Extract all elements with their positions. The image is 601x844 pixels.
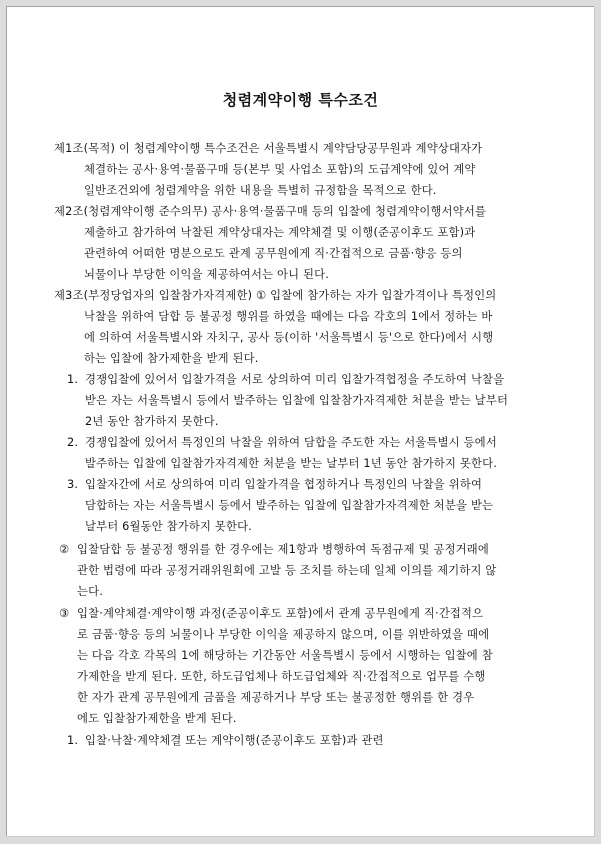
article-2-line: 제출하고 참가하여 낙찰된 계약상대자는 계약체결 및 이행(준공이후도 포함)과 bbox=[84, 226, 476, 239]
paragraph-line: 가제한을 받게 된다. 또한, 하도급업체나 하도급업체와 직·간접적으로 업무를 수행 bbox=[77, 670, 486, 683]
list-item-line: 경쟁입찰에 있어서 입찰가격을 서로 상의하여 미리 입찰가격협정을 주도하여 낙찰을 bbox=[85, 373, 505, 386]
paragraph-number: ② bbox=[59, 543, 70, 556]
list-item-number: 2. bbox=[67, 436, 79, 449]
article-3-line: 낙찰을 위하여 담합 등 불공정 행위를 하였을 때에는 다음 각호의 1에서 정하는 바 bbox=[84, 310, 493, 323]
paragraph-line: 관한 법령에 따라 공정거래위원회에 고발 등 조치를 하는데 일체 이의를 제기하지 않 bbox=[77, 564, 497, 577]
paragraph-line: 입찰·계약체결·계약이행 과정(준공이후도 포함)에서 관계 공무원에게 직·간접적으 bbox=[77, 607, 484, 620]
article-2-line: 뇌물이나 부당한 이익을 제공하여서는 아니 된다. bbox=[84, 268, 330, 281]
paragraph-number: ③ bbox=[59, 607, 70, 620]
list-item-line: 2년 동안 참가하지 못한다. bbox=[85, 415, 219, 428]
paragraph-line: 에도 입찰참가제한을 받게 된다. bbox=[77, 712, 237, 725]
paragraph-line: 입찰담합 등 불공정 행위를 한 경우에는 제1항과 병행하여 독점규제 및 공정거래에 bbox=[77, 543, 490, 556]
article-1-line: 제1조(목적) 이 청렴계약이행 특수조건은 서울특별시 계약담당공무원과 계약상대자가 bbox=[54, 142, 483, 155]
list-item-line: 입찰·낙찰·계약체결 또는 계약이행(준공이후도 포함)과 관련 bbox=[85, 734, 384, 747]
paragraph-line: 는다. bbox=[77, 585, 104, 598]
list-item-number: 1. bbox=[67, 734, 79, 747]
article-1-line: 체결하는 공사·용역·물품구매 등(본부 및 사업소 포함)의 도급계약에 있어 계약 bbox=[84, 163, 476, 176]
paragraph-line: 한 자가 관계 공무원에게 금품을 제공하거나 부당 또는 불공정한 행위를 한 경우 bbox=[77, 691, 475, 704]
article-3-line: 에 의하여 서울특별시와 자치구, 공사 등(이하 '서울특별시 등'으로 한다)에서 시행 bbox=[84, 331, 494, 344]
article-1-line: 일반조건외에 청렴계약을 위한 내용을 특별히 규정함을 목적으로 한다. bbox=[84, 184, 437, 197]
document-page bbox=[6, 6, 594, 836]
article-2-line: 제2조(청렴계약이행 준수의무) 공사·용역·물품구매 등의 입찰에 청렴계약이행서약서를 bbox=[54, 205, 487, 218]
article-2-line: 관련하여 어떠한 명분으로도 관계 공무원에게 직·간접적으로 금품·향응 등의 bbox=[84, 247, 463, 260]
article-3-line: 제3조(부정당업자의 입찰참가자격제한) ① 입찰에 참가하는 자가 입찰가격이나 특정인의 bbox=[54, 289, 497, 302]
list-item-line: 날부터 6월동안 참가하지 못한다. bbox=[85, 520, 253, 533]
paragraph-line: 는 다음 각호 각목의 1에 해당하는 기간동안 서울특별시 등에서 시행하는 입찰에 참 bbox=[77, 649, 493, 662]
list-item-line: 담합하는 자는 서울특별시 등에서 발주하는 입찰에 입찰참가자격제한 처분을 받는 bbox=[85, 499, 494, 512]
list-item-number: 3. bbox=[67, 478, 79, 491]
list-item-line: 경쟁입찰에 있어서 특정인의 낙찰을 위하여 담합을 주도한 자는 서울특별시 등에서 bbox=[85, 436, 497, 449]
list-item-line: 받은 자는 서울특별시 등에서 발주하는 입찰에 입찰참가자격제한 처분을 받는 날부터 bbox=[85, 394, 509, 407]
list-item-line: 입찰자간에 서로 상의하여 미리 입찰가격을 협정하거나 특정인의 낙찰을 위하여 bbox=[85, 478, 483, 491]
article-3-line: 하는 입찰에 참가제한을 받게 된다. bbox=[84, 352, 259, 365]
list-item-number: 1. bbox=[67, 373, 79, 386]
list-item-line: 발주하는 입찰에 입찰참가자격제한 처분을 받는 날부터 1년 동안 참가하지 못한다. bbox=[85, 457, 498, 470]
document-title: 청렴계약이행 특수조건 bbox=[222, 91, 379, 109]
paragraph-line: 로 금품·향응 등의 뇌물이나 부당한 이익을 제공하지 않으며, 이를 위반하였을 때에 bbox=[77, 628, 490, 641]
